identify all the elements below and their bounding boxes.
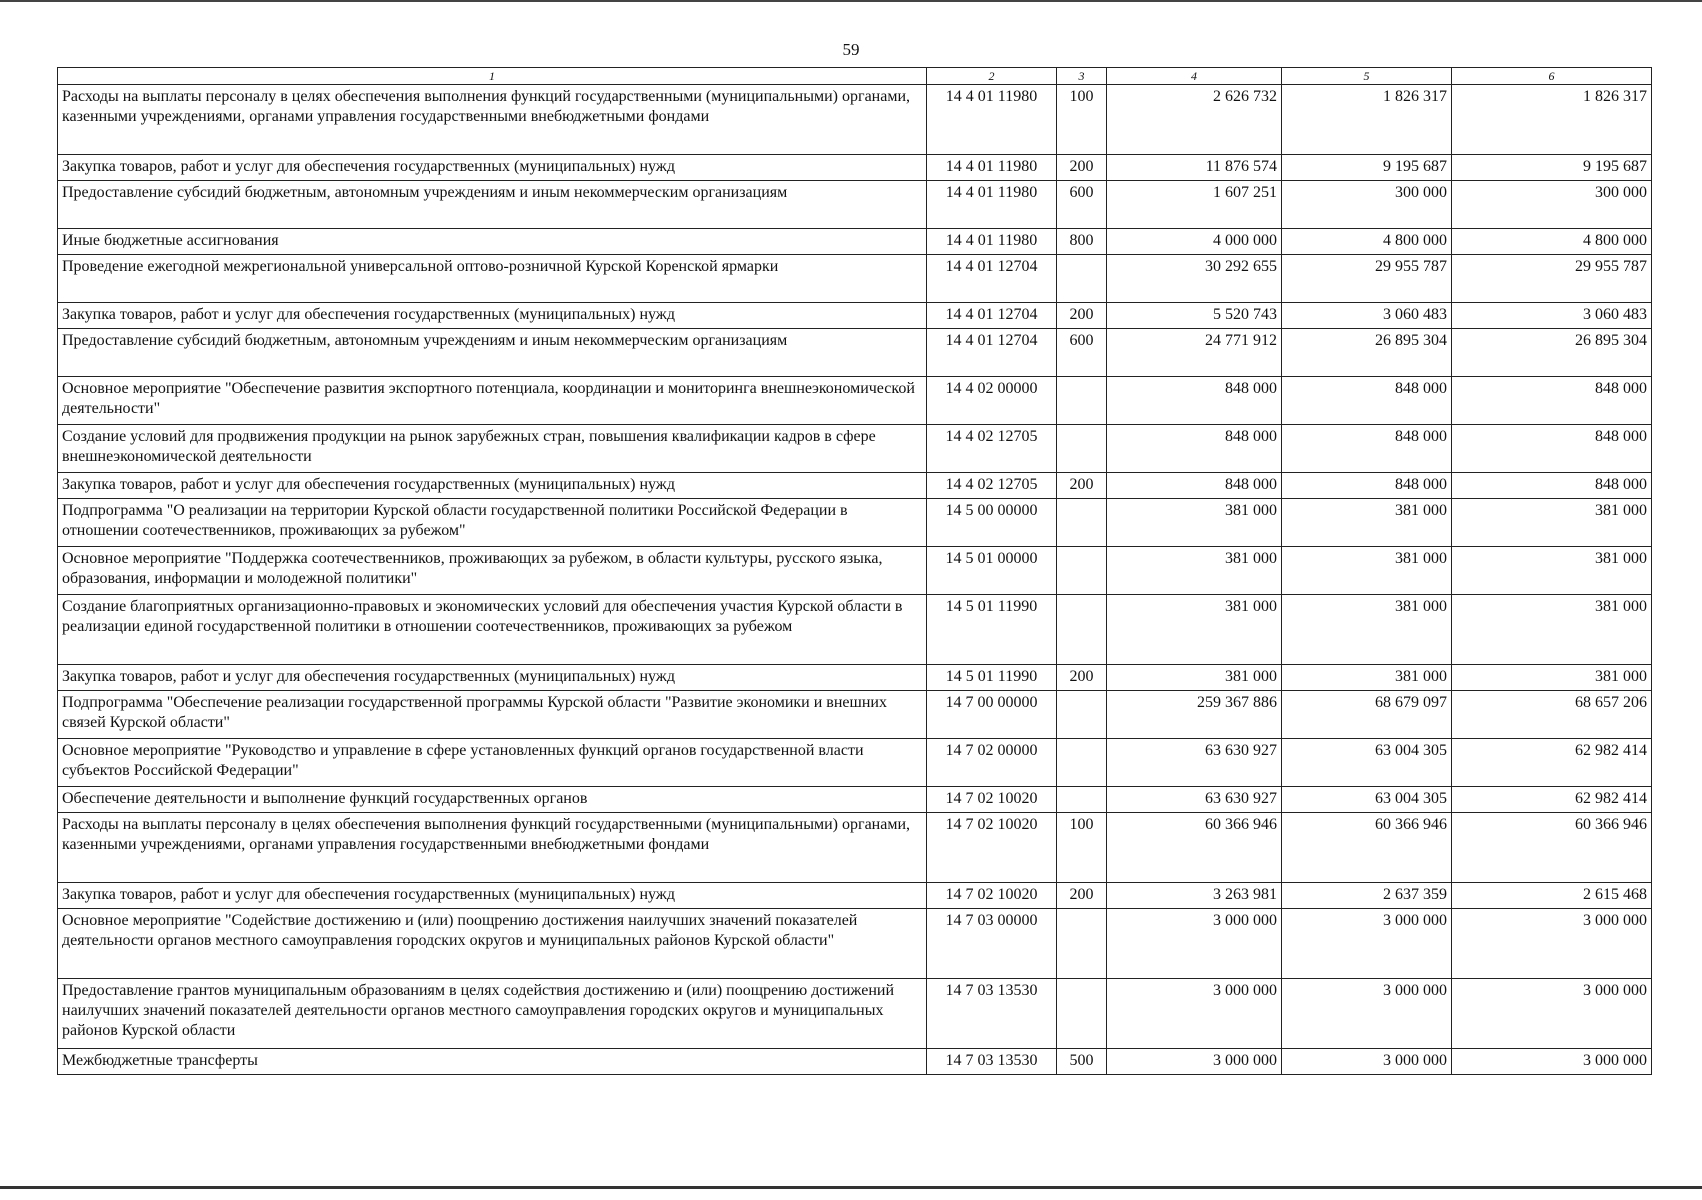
row-value-4: 3 000 000 xyxy=(1107,1049,1282,1075)
table-row xyxy=(58,883,1652,909)
row-code: 14 4 01 11980 xyxy=(927,155,1057,181)
row-name: Закупка товаров, работ и услуг для обеспечения государственных (муниципальных) нужд xyxy=(58,155,927,181)
table-row xyxy=(58,739,1652,787)
row-name: Закупка товаров, работ и услуг для обеспечения государственных (муниципальных) нужд xyxy=(58,665,927,691)
table-row xyxy=(58,329,1652,377)
row-expense-type: 200 xyxy=(1057,155,1107,181)
table-row xyxy=(58,377,1652,425)
row-value-5: 60 366 946 xyxy=(1282,813,1452,883)
row-value-5: 9 195 687 xyxy=(1282,155,1452,181)
row-name: Подпрограмма "О реализации на территории Курской области государственной политики Российской Федерации в отношении соотечественников, проживающих за рубежом" xyxy=(58,499,927,547)
row-value-4: 2 626 732 xyxy=(1107,85,1282,155)
row-name: Создание благоприятных организационно-правовых и экономических условий для обеспечения участия Курской области в реализации единой государственной политики в отношении соотечественников, проживающих за рубежом xyxy=(58,595,927,665)
row-value-4: 259 367 886 xyxy=(1107,691,1282,739)
column-number-3: 3 xyxy=(1057,68,1107,85)
row-value-6: 68 657 206 xyxy=(1452,691,1652,739)
row-value-4: 848 000 xyxy=(1107,425,1282,473)
row-value-5: 1 826 317 xyxy=(1282,85,1452,155)
row-name: Закупка товаров, работ и услуг для обеспечения государственных (муниципальных) нужд xyxy=(58,473,927,499)
row-value-5: 381 000 xyxy=(1282,499,1452,547)
row-value-5: 381 000 xyxy=(1282,665,1452,691)
row-value-5: 68 679 097 xyxy=(1282,691,1452,739)
row-name: Подпрограмма "Обеспечение реализации государственной программы Курской области "Развитие экономики и внешних связей Курской области" xyxy=(58,691,927,739)
row-name: Закупка товаров, работ и услуг для обеспечения государственных (муниципальных) нужд xyxy=(58,303,927,329)
row-value-6: 300 000 xyxy=(1452,181,1652,229)
row-code: 14 7 03 00000 xyxy=(927,909,1057,979)
table-row xyxy=(58,595,1652,665)
row-value-6: 848 000 xyxy=(1452,425,1652,473)
row-value-4: 63 630 927 xyxy=(1107,739,1282,787)
row-code: 14 4 02 00000 xyxy=(927,377,1057,425)
row-name: Расходы на выплаты персоналу в целях обеспечения выполнения функций государственными (муниципальными) органами, казенными учреждениями, органами управления государственными внебюджетными фондами xyxy=(58,813,927,883)
row-name: Обеспечение деятельности и выполнение функций государственных органов xyxy=(58,787,927,813)
row-name: Межбюджетные трансферты xyxy=(58,1049,927,1075)
row-value-6: 29 955 787 xyxy=(1452,255,1652,303)
row-name: Расходы на выплаты персоналу в целях обеспечения выполнения функций государственными (муниципальными) органами, казенными учреждениями, органами управления государственными внебюджетными фондами xyxy=(58,85,927,155)
table-row xyxy=(58,255,1652,303)
column-number-6: 6 xyxy=(1452,68,1652,85)
row-value-6: 3 000 000 xyxy=(1452,979,1652,1049)
row-code: 14 7 02 00000 xyxy=(927,739,1057,787)
table-row xyxy=(58,85,1652,155)
row-value-4: 381 000 xyxy=(1107,547,1282,595)
row-value-5: 848 000 xyxy=(1282,425,1452,473)
row-value-5: 3 000 000 xyxy=(1282,909,1452,979)
row-expense-type: 800 xyxy=(1057,229,1107,255)
row-value-5: 3 000 000 xyxy=(1282,1049,1452,1075)
row-value-5: 848 000 xyxy=(1282,473,1452,499)
row-value-6: 9 195 687 xyxy=(1452,155,1652,181)
row-expense-type: 200 xyxy=(1057,303,1107,329)
table-body xyxy=(58,85,1652,1075)
table-row xyxy=(58,665,1652,691)
row-value-5: 29 955 787 xyxy=(1282,255,1452,303)
row-value-4: 5 520 743 xyxy=(1107,303,1282,329)
row-expense-type xyxy=(1057,425,1107,473)
row-value-6: 381 000 xyxy=(1452,595,1652,665)
row-value-6: 3 000 000 xyxy=(1452,1049,1652,1075)
row-expense-type xyxy=(1057,739,1107,787)
row-value-4: 381 000 xyxy=(1107,595,1282,665)
row-value-4: 848 000 xyxy=(1107,473,1282,499)
row-code: 14 7 00 00000 xyxy=(927,691,1057,739)
row-expense-type: 200 xyxy=(1057,883,1107,909)
row-value-4: 30 292 655 xyxy=(1107,255,1282,303)
table-row xyxy=(58,181,1652,229)
row-value-6: 381 000 xyxy=(1452,665,1652,691)
row-expense-type xyxy=(1057,787,1107,813)
row-value-6: 3 060 483 xyxy=(1452,303,1652,329)
row-code: 14 7 02 10020 xyxy=(927,813,1057,883)
row-name: Иные бюджетные ассигнования xyxy=(58,229,927,255)
row-value-5: 63 004 305 xyxy=(1282,787,1452,813)
row-expense-type xyxy=(1057,595,1107,665)
row-expense-type xyxy=(1057,499,1107,547)
row-value-6: 848 000 xyxy=(1452,473,1652,499)
row-value-4: 381 000 xyxy=(1107,499,1282,547)
row-value-4: 3 000 000 xyxy=(1107,909,1282,979)
table-row xyxy=(58,909,1652,979)
row-name: Основное мероприятие "Обеспечение развития экспортного потенциала, координации и мониторинга внешнеэкономической деятельности" xyxy=(58,377,927,425)
row-value-6: 848 000 xyxy=(1452,377,1652,425)
row-expense-type xyxy=(1057,909,1107,979)
row-value-5: 381 000 xyxy=(1282,547,1452,595)
scan-top-edge xyxy=(0,0,1702,2)
row-code: 14 4 02 12705 xyxy=(927,473,1057,499)
table-row xyxy=(58,425,1652,473)
row-name: Проведение ежегодной межрегиональной универсальной оптово-розничной Курской Коренской ярмарки xyxy=(58,255,927,303)
table-row xyxy=(58,473,1652,499)
row-code: 14 5 01 11990 xyxy=(927,595,1057,665)
row-value-6: 381 000 xyxy=(1452,547,1652,595)
page-number: 59 xyxy=(842,40,860,59)
row-value-5: 300 000 xyxy=(1282,181,1452,229)
row-value-5: 63 004 305 xyxy=(1282,739,1452,787)
row-code: 14 5 00 00000 xyxy=(927,499,1057,547)
row-code: 14 7 02 10020 xyxy=(927,883,1057,909)
row-value-5: 26 895 304 xyxy=(1282,329,1452,377)
row-code: 14 4 01 11980 xyxy=(927,181,1057,229)
row-value-5: 3 000 000 xyxy=(1282,979,1452,1049)
row-name: Предоставление грантов муниципальным образованиям в целях содействия достижению и (или) поощрению достижений наилучших значений показателей деятельности органов местного самоуправления городских округов и муниципальных районов Курской области xyxy=(58,979,927,1049)
row-code: 14 7 03 13530 xyxy=(927,979,1057,1049)
column-number-5: 5 xyxy=(1282,68,1452,85)
row-value-4: 63 630 927 xyxy=(1107,787,1282,813)
row-expense-type xyxy=(1057,691,1107,739)
row-code: 14 4 02 12705 xyxy=(927,425,1057,473)
row-value-6: 62 982 414 xyxy=(1452,739,1652,787)
row-name: Предоставление субсидий бюджетным, автономным учреждениям и иным некоммерческим организациям xyxy=(58,329,927,377)
row-name: Закупка товаров, работ и услуг для обеспечения государственных (муниципальных) нужд xyxy=(58,883,927,909)
table-row xyxy=(58,499,1652,547)
row-code: 14 4 01 12704 xyxy=(927,255,1057,303)
row-value-6: 2 615 468 xyxy=(1452,883,1652,909)
column-number-2: 2 xyxy=(927,68,1057,85)
row-value-4: 24 771 912 xyxy=(1107,329,1282,377)
row-name: Основное мероприятие "Содействие достижению и (или) поощрению достижения наилучших значений показателей деятельности органов местного самоуправления городских округов и муниципальных районов Курской области" xyxy=(58,909,927,979)
row-expense-type xyxy=(1057,979,1107,1049)
row-code: 14 5 01 11990 xyxy=(927,665,1057,691)
row-value-4: 3 000 000 xyxy=(1107,979,1282,1049)
row-name: Предоставление субсидий бюджетным, автономным учреждениям и иным некоммерческим организациям xyxy=(58,181,927,229)
row-code: 14 7 02 10020 xyxy=(927,787,1057,813)
row-value-4: 3 263 981 xyxy=(1107,883,1282,909)
row-value-4: 60 366 946 xyxy=(1107,813,1282,883)
row-value-6: 3 000 000 xyxy=(1452,909,1652,979)
row-expense-type: 200 xyxy=(1057,473,1107,499)
row-code: 14 4 01 12704 xyxy=(927,329,1057,377)
row-code: 14 4 01 11980 xyxy=(927,229,1057,255)
row-name: Основное мероприятие "Поддержка соотечественников, проживающих за рубежом, в области культуры, русского языка, образования, информации и молодежной политики" xyxy=(58,547,927,595)
column-number-4: 4 xyxy=(1107,68,1282,85)
row-value-5: 381 000 xyxy=(1282,595,1452,665)
row-value-4: 4 000 000 xyxy=(1107,229,1282,255)
table-row xyxy=(58,547,1652,595)
row-code: 14 4 01 12704 xyxy=(927,303,1057,329)
row-expense-type: 500 xyxy=(1057,1049,1107,1075)
row-expense-type: 100 xyxy=(1057,85,1107,155)
row-value-4: 11 876 574 xyxy=(1107,155,1282,181)
row-value-6: 4 800 000 xyxy=(1452,229,1652,255)
row-value-4: 381 000 xyxy=(1107,665,1282,691)
table-row xyxy=(58,691,1652,739)
table-header-row xyxy=(58,68,1652,85)
row-expense-type: 600 xyxy=(1057,329,1107,377)
row-expense-type: 600 xyxy=(1057,181,1107,229)
table-row xyxy=(58,979,1652,1049)
row-value-5: 3 060 483 xyxy=(1282,303,1452,329)
table-row xyxy=(58,787,1652,813)
row-value-5: 4 800 000 xyxy=(1282,229,1452,255)
table-row xyxy=(58,1049,1652,1075)
table-row xyxy=(58,813,1652,883)
row-value-6: 381 000 xyxy=(1452,499,1652,547)
row-expense-type xyxy=(1057,377,1107,425)
row-value-4: 1 607 251 xyxy=(1107,181,1282,229)
row-value-6: 60 366 946 xyxy=(1452,813,1652,883)
row-value-6: 1 826 317 xyxy=(1452,85,1652,155)
table-row xyxy=(58,303,1652,329)
row-code: 14 7 03 13530 xyxy=(927,1049,1057,1075)
row-expense-type xyxy=(1057,255,1107,303)
row-value-6: 62 982 414 xyxy=(1452,787,1652,813)
row-name: Создание условий для продвижения продукции на рынок зарубежных стран, повышения квалификации кадров в сфере внешнеэкономической деятельности xyxy=(58,425,927,473)
scan-bottom-edge xyxy=(0,1186,1702,1189)
row-value-4: 848 000 xyxy=(1107,377,1282,425)
row-value-6: 26 895 304 xyxy=(1452,329,1652,377)
row-expense-type: 100 xyxy=(1057,813,1107,883)
row-code: 14 4 01 11980 xyxy=(927,85,1057,155)
row-name: Основное мероприятие "Руководство и управление в сфере установленных функций органов государственной власти субъектов Российской Федерации" xyxy=(58,739,927,787)
table-row xyxy=(58,155,1652,181)
row-expense-type: 200 xyxy=(1057,665,1107,691)
table-row xyxy=(58,229,1652,255)
row-value-5: 2 637 359 xyxy=(1282,883,1452,909)
row-code: 14 5 01 00000 xyxy=(927,547,1057,595)
row-value-5: 848 000 xyxy=(1282,377,1452,425)
budget-table xyxy=(57,67,1652,1075)
row-expense-type xyxy=(1057,547,1107,595)
column-number-1: 1 xyxy=(58,68,927,85)
